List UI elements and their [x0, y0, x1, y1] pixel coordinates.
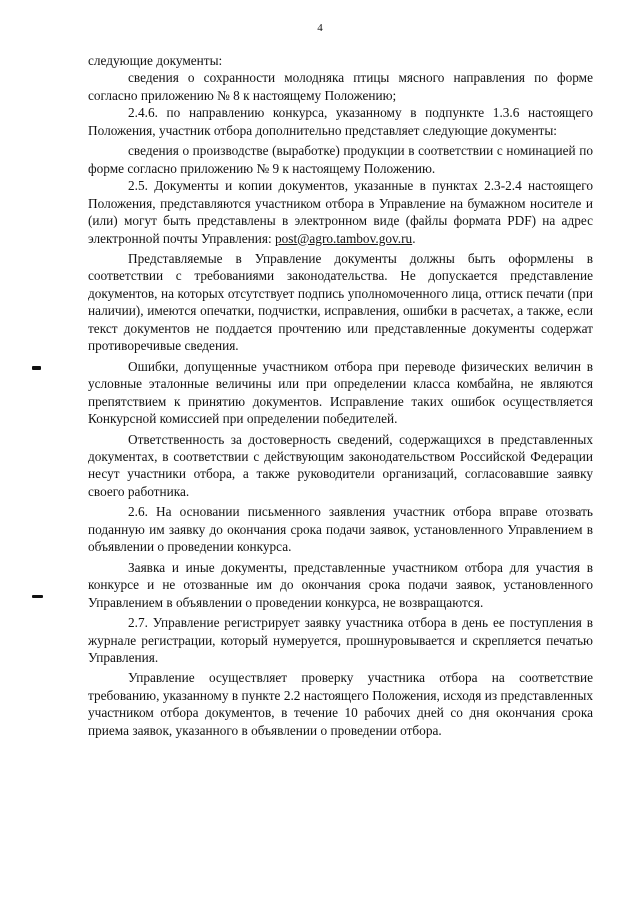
binding-hole-mark: [32, 595, 43, 598]
paragraph: Ошибки, допущенные участником отбора при переводе физических величин в условные эталонные величины или при определении класса комбайна, не являются препятствием к принятию документов. Исправление таких ошибок осуществляется Конкурсной комиссией при определении победителей.: [88, 358, 593, 427]
page-number: 4: [317, 22, 323, 34]
document-body: [88, 52, 593, 739]
paragraph: 2.4.6. по направлению конкурса, указанному в подпункте 1.3.6 настоящего Положения, участник отбора дополнительно представляет следующие документы:: [88, 105, 593, 138]
paragraph: следующие документы:: [88, 53, 223, 68]
paragraph: сведения о производстве (выработке) продукции в соответствии с номинацией по форме согласно приложению № 9 к настоящему Положению.: [88, 143, 593, 176]
paragraph-text: 2.5. Документы и копии документов, указанные в пунктах 2.3-2.4 настоящего Положения, представляются участником отбора в Управление на бумажном носителе и (или) могут быть представлены в электронном виде (файлы формата PDF) на адрес электронной почты Управления:: [88, 178, 593, 246]
paragraph-text: .: [412, 230, 416, 246]
paragraph: сведения о сохранности молодняка птицы мясного направления по форме согласно приложению № 8 к настоящему Положению;: [88, 70, 593, 103]
paragraph: 2.7. Управление регистрирует заявку участника отбора в день ее поступления в журнале регистрации, который нумеруется, прошнуровывается и скрепляется печатью Управления.: [88, 615, 593, 665]
paragraph: [88, 177, 593, 247]
paragraph: Заявка и иные документы, представленные участником отбора для участия в конкурсе и не отозванные им до окончания срока подачи заявок, установленного Управлением в объявлении о проведении конкурса, не возвращаются.: [88, 559, 593, 610]
paragraph: Ответственность за достоверность сведений, содержащихся в представленных документах, в соответствии с действующим законодательством Российской Федерации несут участники отбора, а также руководители организаций, согласовавшие заявку своего работника.: [88, 431, 593, 499]
paragraph: 2.6. На основании письменного заявления участник отбора вправе отозвать поданную им заявку до окончания срока подачи заявок, установленного Управлением в объявлении о проведении конкурса.: [88, 504, 593, 555]
paragraph: Представляемые в Управление документы должны быть оформлены в соответствии с требованиями законодательства. Не допускается представление документов, на которых отсутствует подпись уполномоченного лица, оттиск печати (при наличии), имеются опечатки, подчистки, исправления, ошибки в расчетах, а также, если текст документов не поддается прочтению или представленные документы содержат противоречивые сведения.: [88, 250, 593, 354]
paragraph: Управление осуществляет проверку участника отбора на соответствие требованию, указанному в пункте 2.2 настоящего Положения, исходя из представленных участником отбора документов, в течение 10 рабочих дней со дня окончания срока приема заявок, указанного в объявлении о проведении отбора.: [88, 670, 593, 738]
binding-hole-mark: [32, 366, 41, 370]
email-link[interactable]: post@agro.tambov.gov.ru: [274, 230, 413, 246]
